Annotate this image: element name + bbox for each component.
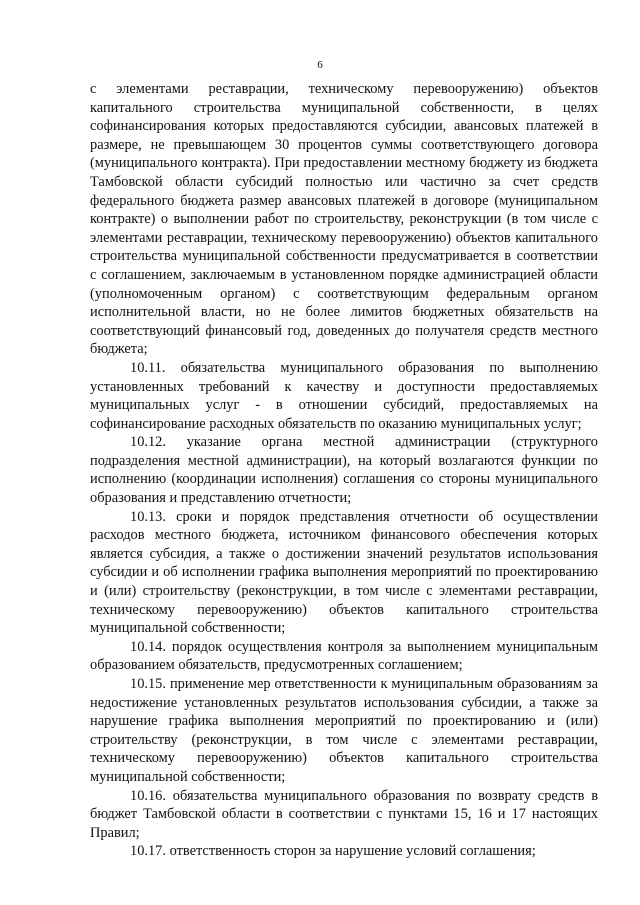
- page-number: 6: [317, 59, 323, 71]
- paragraph-item-10-12: 10.12. указание органа местной администрации (структурного подразделения местной администрации), на который возлагаются функции по исполнению (координации исполнения) соглашения со стороны муниципального образования и представлению отчетности;: [90, 434, 598, 507]
- paragraph-item-10-11: 10.11. обязательства муниципального образования по выполнению установленных требований к качеству и доступности предоставляемых муниципальных услуг - в отношении субсидий, предоставляемых на софинансирование расходных обязательств по оказанию муниципальных услуг;: [90, 359, 598, 432]
- paragraph-item-10-14: 10.14. порядок осуществления контроля за выполнением муниципальным образованием обязательств, предусмотренных соглашением;: [90, 638, 598, 674]
- paragraph-item-10-16: 10.16. обязательства муниципального образования по возврату средств в бюджет Тамбовской области в соответствии с пунктами 15, 16 и 17 настоящих Правил;: [90, 787, 598, 841]
- paragraph-continuation: с элементами реставрации, техническому перевооружению) объектов капитального строительства муниципальной собственности, в целях софинансирования которых предоставляются субсидии, авансовых платежей в размере, не превышающем 30 процентов суммы соответствующего договора (муниципального контракта). При предоставлении местному бюджету из бюджета Тамбовской области субсидий полностью или частично за счет средств федерального бюджета размер авансовых платежей в договоре (муниципальном контракте) о выполнении работ по строительству, реконструкции (в том числе с элементами реставрации, техническому перевооружению) объектов капитального строительства муниципальной собственности предусматривается в соответствии с соглашением, заключаемым в установленном порядке администрацией области (уполномоченным органом) с соответствующим федеральным органом исполнительной власти, но не более лимитов бюджетных обязательств на соответствующий финансовый год, доведенных до получателя средств местного бюджета;: [90, 81, 598, 358]
- document-body: [90, 80, 598, 861]
- paragraph-item-10-15: 10.15. применение мер ответственности к муниципальным образованиям за недостижение установленных результатов использования субсидии, а также за нарушение графика выполнения мероприятий по проектированию и (или) строительству (реконструкции, в том числе с элементами реставрации, техническому перевооружению) объектов капитального строительства муниципальной собственности;: [90, 676, 598, 785]
- paragraph-item-10-17: 10.17. ответственность сторон за нарушение условий соглашения;: [130, 843, 536, 860]
- paragraph-item-10-13: 10.13. сроки и порядок представления отчетности об осуществлении расходов местного бюджета, источником финансового обеспечения которых является субсидия, а также о достижении значений результатов использования субсидии и об исполнении графика выполнения мероприятий по проектированию и (или) строительству (реконструкции, в том числе с элементами реставрации, техническому перевооружению) объектов капитального строительства муниципальной собственности;: [90, 508, 598, 637]
